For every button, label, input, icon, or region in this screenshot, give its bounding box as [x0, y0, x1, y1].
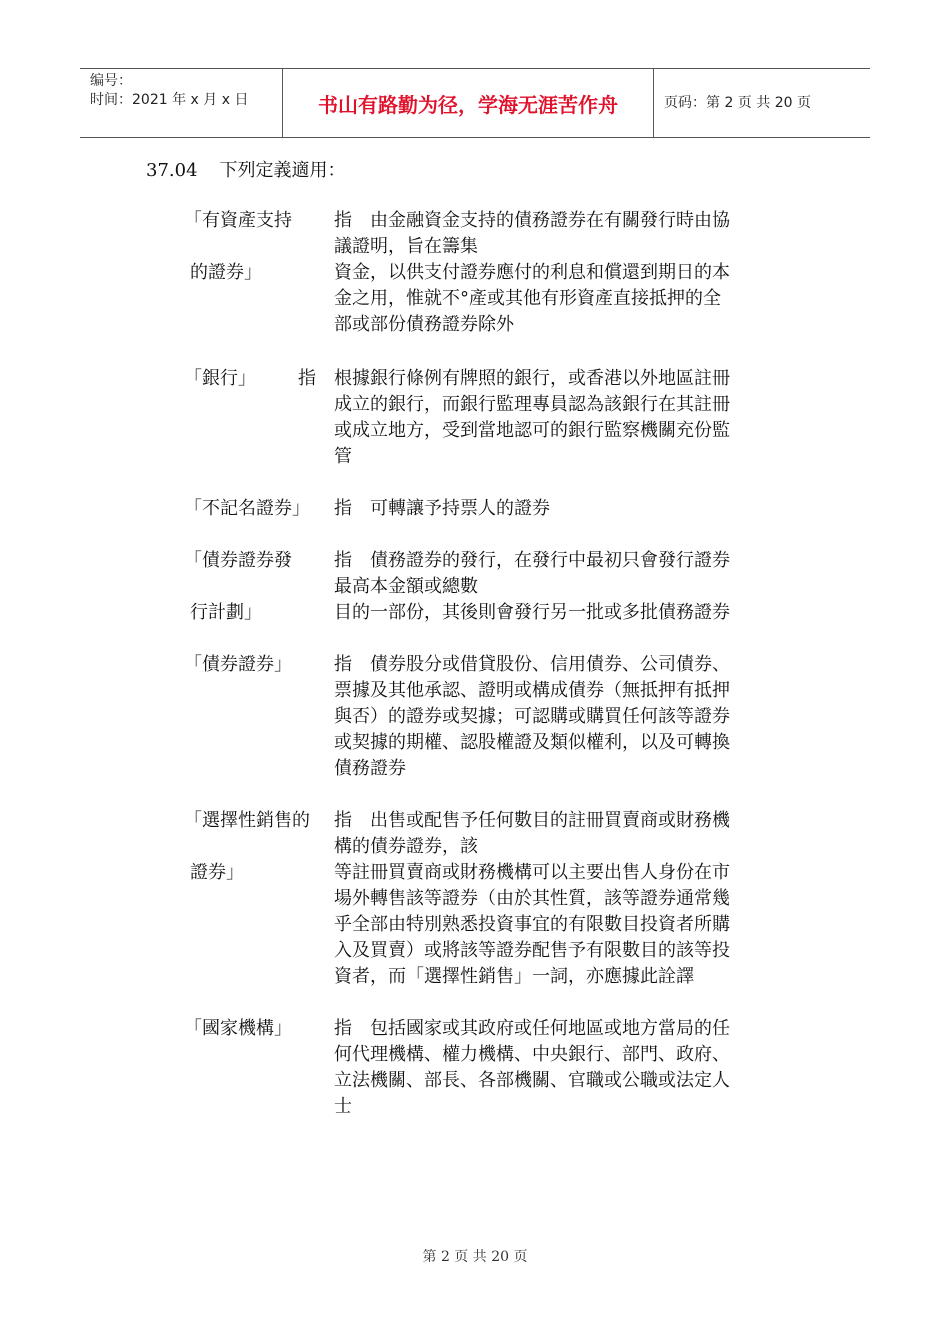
def-line: 入及買賣）或將該等證券配售予有限數目的該等投 [334, 940, 730, 961]
def-line: 票據及其他承認、證明或構成債券（無抵押有抵押 [334, 680, 730, 701]
term-line: 「國家機構」 [184, 1018, 292, 1039]
term-line: 「銀行」 [184, 368, 256, 389]
def-line: 債務證券的發行，在發行中最初只會發行證券 [370, 550, 730, 571]
definition-term [184, 1016, 334, 1042]
def-line: 成立的銀行，而銀行監理專員認為該銀行在其註冊 [334, 394, 730, 415]
def-line: 目的一部份，其後則會發行另一批或多批債務證券 [334, 602, 730, 623]
page-code: 页码：第 2 页 共 20 页 [664, 95, 811, 111]
def-line: 部或部份債務證券除外 [334, 314, 514, 335]
def-line: 乎全部由特別熟悉投資事宜的有限數目投資者所購 [334, 914, 730, 935]
def-line: 債務證券 [334, 758, 406, 779]
section-number: 37.04 [146, 160, 198, 181]
term-line: 行計劃」 [190, 602, 262, 623]
definition-entry [184, 808, 794, 992]
def-line: 債券股分或借貸股份、信用債券、公司債券、 [370, 654, 730, 675]
zhi-label: 指 [334, 550, 352, 571]
term-line: 「債券證券」 [184, 654, 292, 675]
definition-text [334, 496, 784, 522]
def-line: 出售或配售予任何數目的註冊買賣商或財務機 [370, 810, 730, 831]
definition-term [184, 548, 334, 626]
def-line: 構的債券證券，該 [334, 836, 478, 857]
term-line: 的證券」 [190, 262, 262, 283]
header-motto-cell [283, 69, 654, 137]
definition-term [184, 208, 334, 286]
definition-entry [184, 208, 794, 340]
time-label: 时间：2021 年 x 月 x 日 [90, 92, 249, 108]
definition-entry [184, 652, 794, 784]
zhi-label: 指 [334, 654, 352, 675]
def-line: 可轉讓予持票人的證券 [370, 498, 550, 519]
zhi-label: 指 [334, 810, 352, 831]
def-line: 管 [334, 446, 352, 467]
header-page-cell [654, 69, 870, 137]
definition-entry [184, 548, 794, 626]
definition-entry [184, 1016, 794, 1122]
def-line: 場外轉售該等證券（由於其性質，該等證券通常幾 [334, 888, 730, 909]
definition-text [334, 548, 784, 626]
motto-text: 书山有路勤为径，学海无涯苦作舟 [318, 93, 618, 117]
def-line: 由金融資金支持的債務證券在有關發行時由協 [370, 210, 730, 231]
definition-entry [184, 366, 794, 472]
page-header [80, 68, 870, 138]
term-line: 「債券證券發 [184, 550, 292, 571]
def-line: 包括國家或其政府或任何地區或地方當局的任 [370, 1018, 730, 1039]
footer-page-number: 第 2 页 共 20 页 [422, 1249, 528, 1265]
def-line: 資金，以供支付證券應付的利息和償還到期日的本 [334, 262, 730, 283]
definition-text [334, 208, 784, 338]
def-line: 何代理機構、權力機構、中央銀行、部門、政府、 [334, 1044, 730, 1065]
definition-text [334, 366, 784, 470]
definition-term [184, 808, 334, 886]
definition-term [184, 652, 334, 678]
def-line: 士 [334, 1096, 352, 1117]
def-line: 立法機關、部長、各部機關、官職或公職或法定人 [334, 1070, 730, 1091]
page-footer [0, 1246, 950, 1266]
def-line: 議證明，旨在籌集 [334, 236, 478, 257]
zhi-label: 指 [334, 1018, 352, 1039]
def-line: 或契據的期權、認股權證及類似權利，以及可轉換 [334, 732, 730, 753]
def-line: 最高本金額或總數 [334, 576, 478, 597]
section-heading [146, 158, 346, 184]
serial-label: 编号： [90, 73, 132, 89]
term-line: 證券」 [190, 862, 244, 883]
def-line: 或成立地方，受到當地認可的銀行監察機關充份監 [334, 420, 730, 441]
definition-term [184, 366, 334, 392]
term-line: 「不記名證券」 [184, 498, 310, 519]
def-line: 資者，而「選擇性銷售」一詞，亦應據此詮譯 [334, 966, 694, 987]
def-line: 與否）的證券或契據；可認購或購買任何該等證券 [334, 706, 730, 727]
def-line: 根據銀行條例有牌照的銀行，或香港以外地區註冊 [334, 368, 730, 389]
zhi-label: 指 [334, 210, 352, 231]
definition-entry [184, 496, 794, 522]
term-line: 「選擇性銷售的 [184, 810, 310, 831]
header-meta-cell [80, 69, 283, 137]
term-line: 「有資產支持 [184, 210, 292, 231]
definition-text [334, 808, 784, 990]
zhi-label: 指 [298, 368, 316, 389]
definition-text [334, 1016, 784, 1120]
def-line: 等註冊買賣商或財務機構可以主要出售人身份在市 [334, 862, 730, 883]
definition-text [334, 652, 784, 782]
definition-term [184, 496, 334, 522]
def-line: 金之用，惟就不°產或其他有形資產直接抵押的全 [334, 288, 721, 309]
zhi-label: 指 [334, 498, 352, 519]
section-title: 下列定義適用： [219, 160, 346, 181]
